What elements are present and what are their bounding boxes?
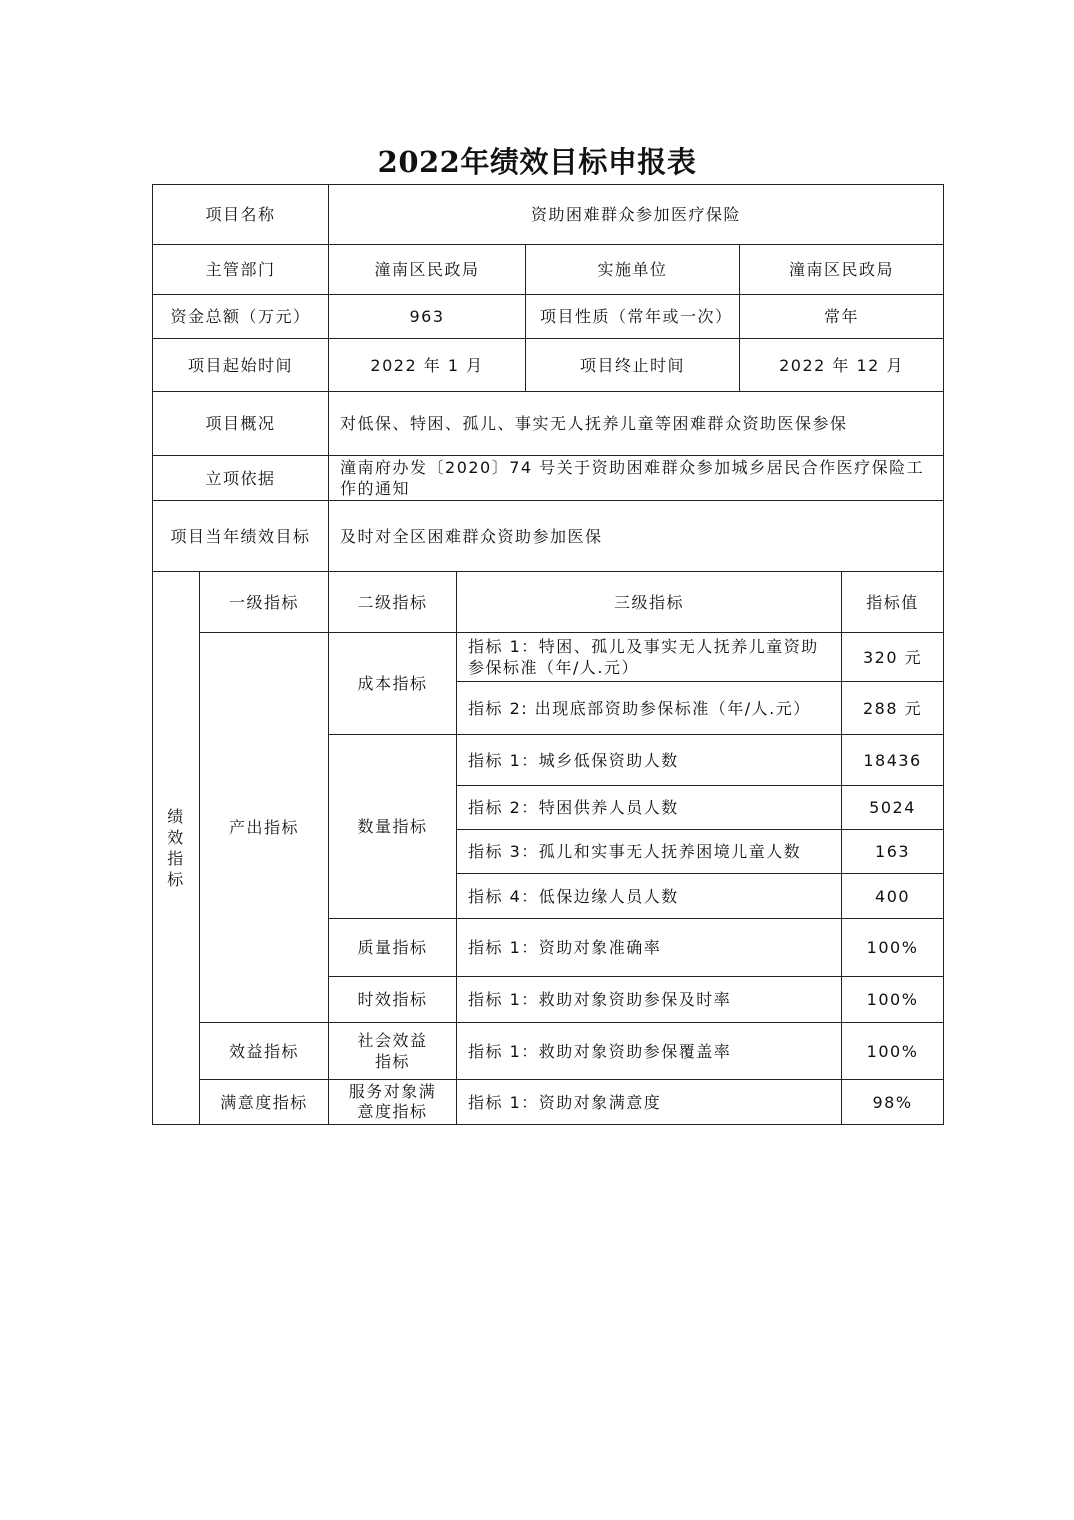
basis-label: 立项依据 (153, 456, 329, 501)
nature-label: 项目性质（常年或一次） (526, 295, 740, 339)
service-indicator-label: 服务对象满意度指标 (329, 1080, 457, 1125)
performance-target-table (152, 184, 944, 1125)
goal-value: 及时对全区困难群众资助参加医保 (329, 501, 944, 572)
quality-indicator-label: 质量指标 (329, 919, 457, 977)
project-name-label: 项目名称 (153, 185, 329, 245)
service-1-value: 98% (842, 1080, 944, 1125)
quantity-3-value: 163 (842, 830, 944, 874)
goal-label: 项目当年绩效目标 (153, 501, 329, 572)
overview-label: 项目概况 (153, 392, 329, 456)
document-title: 2022年绩效目标申报表 (377, 145, 697, 179)
quantity-2-value: 5024 (842, 786, 944, 830)
implementer-label: 实施单位 (526, 245, 740, 295)
cost-1-value: 320 元 (842, 633, 944, 682)
cost-1-text: 指标 1：特困、孤儿及事实无人抚养儿童资助参保标准（年/人.元） (457, 633, 842, 682)
quality-1-value: 100% (842, 919, 944, 977)
satisfaction-indicator-label: 满意度指标 (200, 1080, 329, 1125)
benefit-indicator-label: 效益指标 (200, 1023, 329, 1080)
start-label: 项目起始时间 (153, 339, 329, 392)
timeliness-1-value: 100% (842, 977, 944, 1023)
row-fund (153, 295, 944, 339)
cost-2-text: 指标 2: 出现底部资助参保标准（年/人.元） (457, 682, 842, 735)
quantity-indicator-label: 数量指标 (329, 735, 457, 919)
row-project-name (153, 185, 944, 245)
department-label: 主管部门 (153, 245, 329, 295)
table-row (153, 1080, 944, 1125)
implementer-value: 潼南区民政局 (740, 245, 944, 295)
fund-label: 资金总额（万元） (153, 295, 329, 339)
cost-2-value: 288 元 (842, 682, 944, 735)
start-value: 2022 年 1 月 (329, 339, 526, 392)
overview-value: 对低保、特困、孤儿、事实无人抚养儿童等困难群众资助医保参保 (329, 392, 944, 456)
table-row (153, 633, 944, 682)
quantity-3-text: 指标 3：孤儿和实事无人抚养困境儿童人数 (457, 830, 842, 874)
row-basis (153, 456, 944, 501)
row-overview (153, 392, 944, 456)
row-indicator-header (153, 572, 944, 633)
basis-value: 潼南府办发〔2020〕74 号关于资助困难群众参加城乡居民合作医疗保险工作的通知 (329, 456, 944, 501)
header-level3: 三级指标 (457, 572, 842, 633)
table-row (153, 1023, 944, 1080)
end-value: 2022 年 12 月 (740, 339, 944, 392)
project-name-value: 资助困难群众参加医疗保险 (329, 185, 944, 245)
output-indicator-label: 产出指标 (200, 633, 329, 1023)
quantity-2-text: 指标 2：特困供养人员人数 (457, 786, 842, 830)
quantity-1-text: 指标 1：城乡低保资助人数 (457, 735, 842, 786)
cost-indicator-label: 成本指标 (329, 633, 457, 735)
header-level1: 一级指标 (200, 572, 329, 633)
social-1-value: 100% (842, 1023, 944, 1080)
fund-value: 963 (329, 295, 526, 339)
indicator-section-label (153, 572, 200, 1125)
row-department (153, 245, 944, 295)
social-1-text: 指标 1：救助对象资助参保覆盖率 (457, 1023, 842, 1080)
quantity-4-text: 指标 4：低保边缘人员人数 (457, 874, 842, 919)
department-value: 潼南区民政局 (329, 245, 526, 295)
nature-value: 常年 (740, 295, 944, 339)
quality-1-text: 指标 1：资助对象准确率 (457, 919, 842, 977)
quantity-1-value: 18436 (842, 735, 944, 786)
indicator-section-text: 绩效指标 (167, 807, 185, 889)
social-indicator-label: 社会效益指标 (329, 1023, 457, 1080)
quantity-4-value: 400 (842, 874, 944, 919)
row-goal (153, 501, 944, 572)
timeliness-1-text: 指标 1：救助对象资助参保及时率 (457, 977, 842, 1023)
header-value: 指标值 (842, 572, 944, 633)
service-1-text: 指标 1：资助对象满意度 (457, 1080, 842, 1125)
end-label: 项目终止时间 (526, 339, 740, 392)
timeliness-indicator-label: 时效指标 (329, 977, 457, 1023)
row-dates (153, 339, 944, 392)
header-level2: 二级指标 (329, 572, 457, 633)
